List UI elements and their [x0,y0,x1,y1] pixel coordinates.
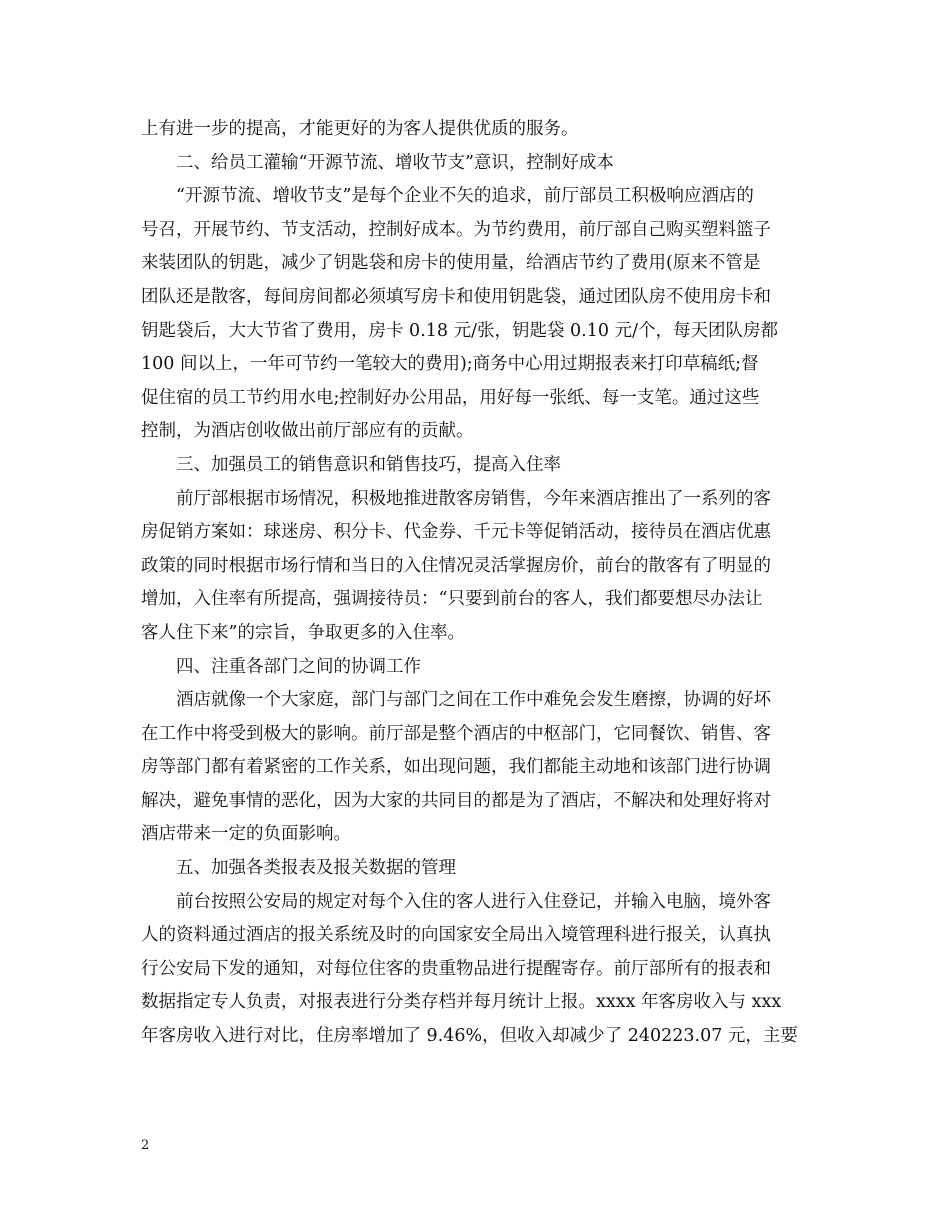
text-line: 酒店带来一定的负面影响。 [141,824,351,845]
text-line: “开源节流、增收节支”是每个企业不矢的追求，前厅部员工积极响应酒店的 [176,186,754,207]
section-heading-3: 三、加强员工的销售意识和销售技巧，提高入住率 [176,454,561,475]
text-line: 解决，避免事情的恶化，因为大家的共同目的都是为了酒店，不解决和处理好将对 [141,790,771,811]
text-line: 钥匙袋后，大大节省了费用，房卡 0.18 元/张，钥匙袋 0.10 元/个，每天团队房都 [141,320,778,341]
text-line: 团队还是散客，每间房间都必须填写房卡和使用钥匙袋，通过团队房不使用房卡和 [141,286,771,307]
text-line: 号召，开展节约、节支活动，控制好成本。为节约费用，前厅部自己购买塑料篮子 [141,219,771,240]
page-number: 2 [141,1138,150,1153]
text-line: 酒店就像一个大家庭，部门与部门之间在工作中难免会发生磨擦，协调的好坏 [176,690,771,711]
text-line: 房促销方案如：球迷房、积分卡、代金券、千元卡等促销活动，接待员在酒店优惠 [141,522,771,543]
text-line: 年客房收入进行对比，住房率增加了 9.46%，但收入却减少了 240223.07 元，主要 [141,1026,798,1047]
text-line: 房等部门都有着紧密的工作关系，如出现问题，我们都能主动地和该部门进行协调 [141,757,771,778]
text-line: 人的资料通过酒店的报关系统及时的向国家安全局出入境管理科进行报关，认真执 [141,925,771,946]
document-body [141,113,813,1054]
text-line: 前台按照公安局的规定对每个入住的客人进行入住登记，并输入电脑，境外客 [176,891,771,912]
text-line: 在工作中将受到极大的影响。前厅部是整个酒店的中枢部门，它同餐饮、销售、客 [141,723,771,744]
text-line: 数据指定专人负责，对报表进行分类存档并每月统计上报。xxxx 年客房收入与 xxx [141,992,782,1013]
paragraph-continuation-line: 上有进一步的提高，才能更好的为客人提供优质的服务。 [141,119,579,139]
section-heading-5: 五、加强各类报表及报关数据的管理 [176,858,456,879]
text-line: 政策的同时根据市场行情和当日的入住情况灵活掌握房价，前台的散客有了明显的 [141,555,771,576]
section-heading-4: 四、注重各部门之间的协调工作 [176,656,421,677]
text-line: 增加，入住率有所提高，强调接待员：“只要到前台的客人，我们都要想尽办法让 [141,589,763,610]
text-line: 行公安局下发的通知，对每位住客的贵重物品进行提醒寄存。前厅部所有的报表和 [141,958,771,979]
text-line: 100 间以上，一年可节约一笔较大的费用);商务中心用过期报表来打印草稿纸;督 [141,354,759,375]
text-line: 前厅部根据市场情况，积极地推进散客房销售，今年来酒店推出了一系列的客 [176,488,771,509]
text-line: 控制，为酒店创收做出前厅部应有的贡献。 [141,421,474,442]
text-line: 促住宿的员工节约用水电;控制好办公用品，用好每一张纸、每一支笔。通过这些 [141,387,760,408]
text-line: 来装团队的钥匙，减少了钥匙袋和房卡的使用量，给酒店节约了费用(原来不管是 [141,253,761,274]
section-heading-2: 二、给员工灌输“开源节流、增收节支”意识，控制好成本 [176,152,614,173]
text-line: 客人住下来”的宗旨，争取更多的入住率。 [141,622,465,643]
